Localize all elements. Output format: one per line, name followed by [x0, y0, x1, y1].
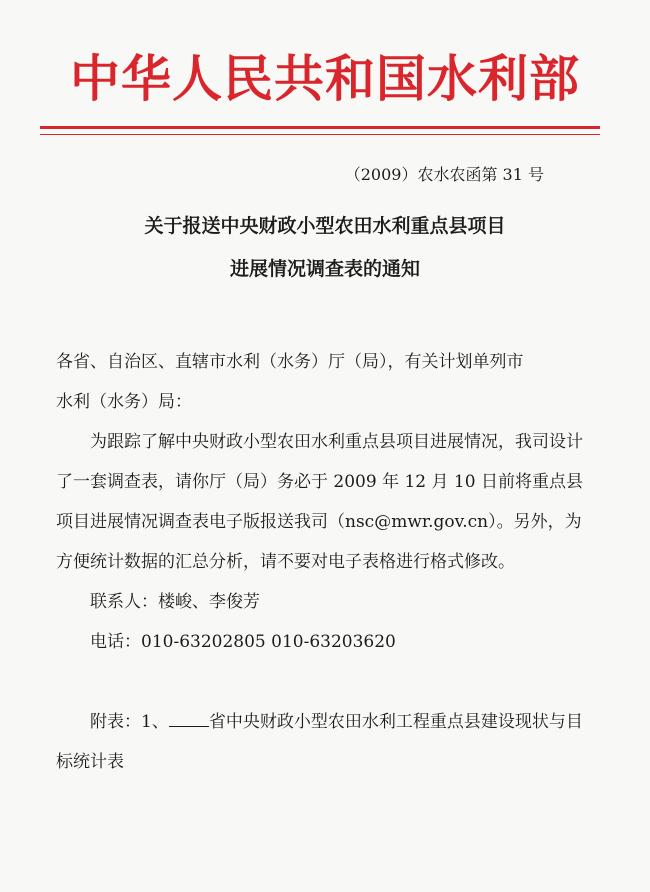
- document-title-line2: 进展情况调查表的通知: [229, 258, 420, 280]
- document-body: [56, 342, 596, 782]
- attachment-prefix: 附表：1、: [90, 712, 169, 732]
- header-thick-rule: [40, 126, 600, 129]
- document-number: （2009）农水农函第 31 号: [344, 165, 544, 184]
- document-title-line1: 关于报送中央财政小型农田水利重点县项目: [144, 215, 506, 237]
- blank-space: [56, 662, 596, 702]
- recipients-line2: 水利（水务）局：: [56, 392, 192, 412]
- phone-line: 电话：010-63202805 010-63203620: [90, 632, 396, 652]
- attachment-blank: [169, 708, 209, 727]
- header-thin-rule: [40, 134, 600, 135]
- recipients-line1: 各省、自治区、直辖市水利（水务）厅（局），有关计划单列市: [56, 352, 524, 372]
- ministry-header: 中华人民共和国水利部: [70, 50, 580, 108]
- main-paragraph: 为跟踪了解中央财政小型农田水利重点县项目进展情况，我司设计了一套调查表，请你厅（局）务必于 2009 年 12 月 10 日前将重点县项目进展情况调查表电子版报送我司（nsc@mwr.gov.cn）。另外，为方便统计数据的汇总分析，请不要对电子表格进行格式修改。: [56, 432, 583, 572]
- attachment-text: 省中央财政小型农田水利工程重点县建设现状与目标统计表: [56, 712, 583, 772]
- contact-line: 联系人：楼峻、李俊芳: [90, 592, 260, 612]
- attachment-line: [56, 702, 596, 782]
